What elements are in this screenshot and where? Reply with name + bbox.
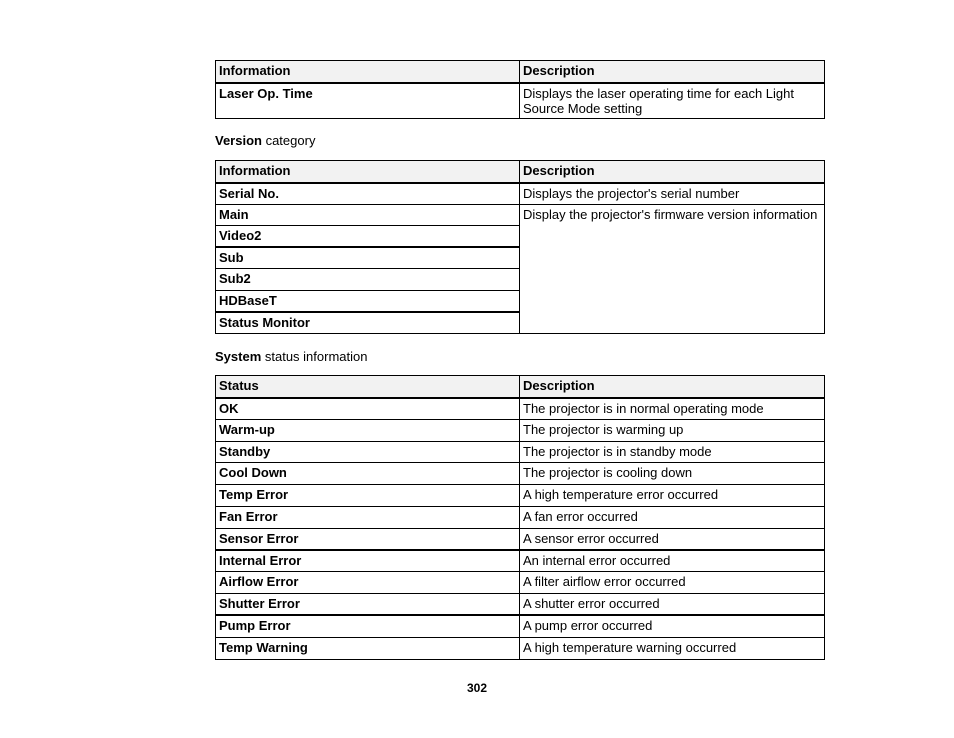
table-row (216, 441, 825, 463)
description-cell: A pump error occurred (520, 615, 825, 637)
table-row (216, 594, 825, 616)
description-cell: A sensor error occurred (520, 528, 825, 550)
description-cell: Displays the laser operating time for each Light Source Mode setting (520, 83, 825, 119)
info-cell: Sub (216, 247, 520, 269)
table-row (216, 485, 825, 507)
status-cell: Airflow Error (216, 572, 520, 594)
description-cell: The projector is warming up (520, 419, 825, 441)
column-header: Information (216, 61, 520, 83)
table-header-row (216, 376, 825, 398)
status-cell: OK (216, 398, 520, 420)
table-row (216, 463, 825, 485)
info-cell: Main (216, 204, 520, 226)
description-cell: The projector is in normal operating mode (520, 398, 825, 420)
description-cell: A fan error occurred (520, 506, 825, 528)
status-cell: Shutter Error (216, 594, 520, 616)
status-cell: Sensor Error (216, 528, 520, 550)
description-cell: A high temperature warning occurred (520, 637, 825, 659)
version-table (215, 160, 825, 334)
table-row (216, 615, 825, 637)
table-row (216, 83, 825, 119)
status-cell: Temp Error (216, 485, 520, 507)
info-cell: Laser Op. Time (216, 83, 520, 119)
description-cell: A high temperature error occurred (520, 485, 825, 507)
info-cell: Serial No. (216, 183, 520, 205)
status-cell: Warm-up (216, 419, 520, 441)
table-row (216, 398, 825, 420)
info-cell: Sub2 (216, 269, 520, 291)
firmware-description-cell: Display the projector's firmware version information (520, 204, 825, 333)
table-header-row (216, 61, 825, 83)
status-cell: Internal Error (216, 550, 520, 572)
table-row (216, 183, 825, 205)
status-cell: Temp Warning (216, 637, 520, 659)
column-header: Description (520, 61, 825, 83)
column-header: Information (216, 161, 520, 183)
description-cell: The projector is in standby mode (520, 441, 825, 463)
table-row (216, 572, 825, 594)
description-cell: A shutter error occurred (520, 594, 825, 616)
description-cell: An internal error occurred (520, 550, 825, 572)
table-row (216, 528, 825, 550)
description-cell: Displays the projector's serial number (520, 183, 825, 205)
column-header: Description (520, 376, 825, 398)
heading-rest: category (261, 133, 316, 148)
table-row (216, 506, 825, 528)
table-row (216, 419, 825, 441)
status-cell: Pump Error (216, 615, 520, 637)
heading-bold: System (215, 349, 262, 364)
status-cell: Fan Error (216, 506, 520, 528)
info-cell: Video2 (216, 226, 520, 248)
table-row (216, 637, 825, 659)
description-cell: A filter airflow error occurred (520, 572, 825, 594)
system-status-table (215, 375, 825, 660)
page-number: 302 (466, 681, 488, 695)
version-category-heading (215, 133, 315, 148)
status-cell: Cool Down (216, 463, 520, 485)
column-header: Status (216, 376, 520, 398)
table-row (216, 204, 825, 226)
table-row (216, 550, 825, 572)
info-cell: HDBaseT (216, 290, 520, 312)
info-cell: Status Monitor (216, 312, 520, 334)
status-cell: Standby (216, 441, 520, 463)
heading-bold: Version (215, 133, 262, 148)
laser-info-table (215, 60, 825, 119)
system-status-heading (215, 349, 367, 364)
description-cell: The projector is cooling down (520, 463, 825, 485)
heading-rest: status information (261, 349, 368, 364)
column-header: Description (520, 161, 825, 183)
table-header-row (216, 161, 825, 183)
